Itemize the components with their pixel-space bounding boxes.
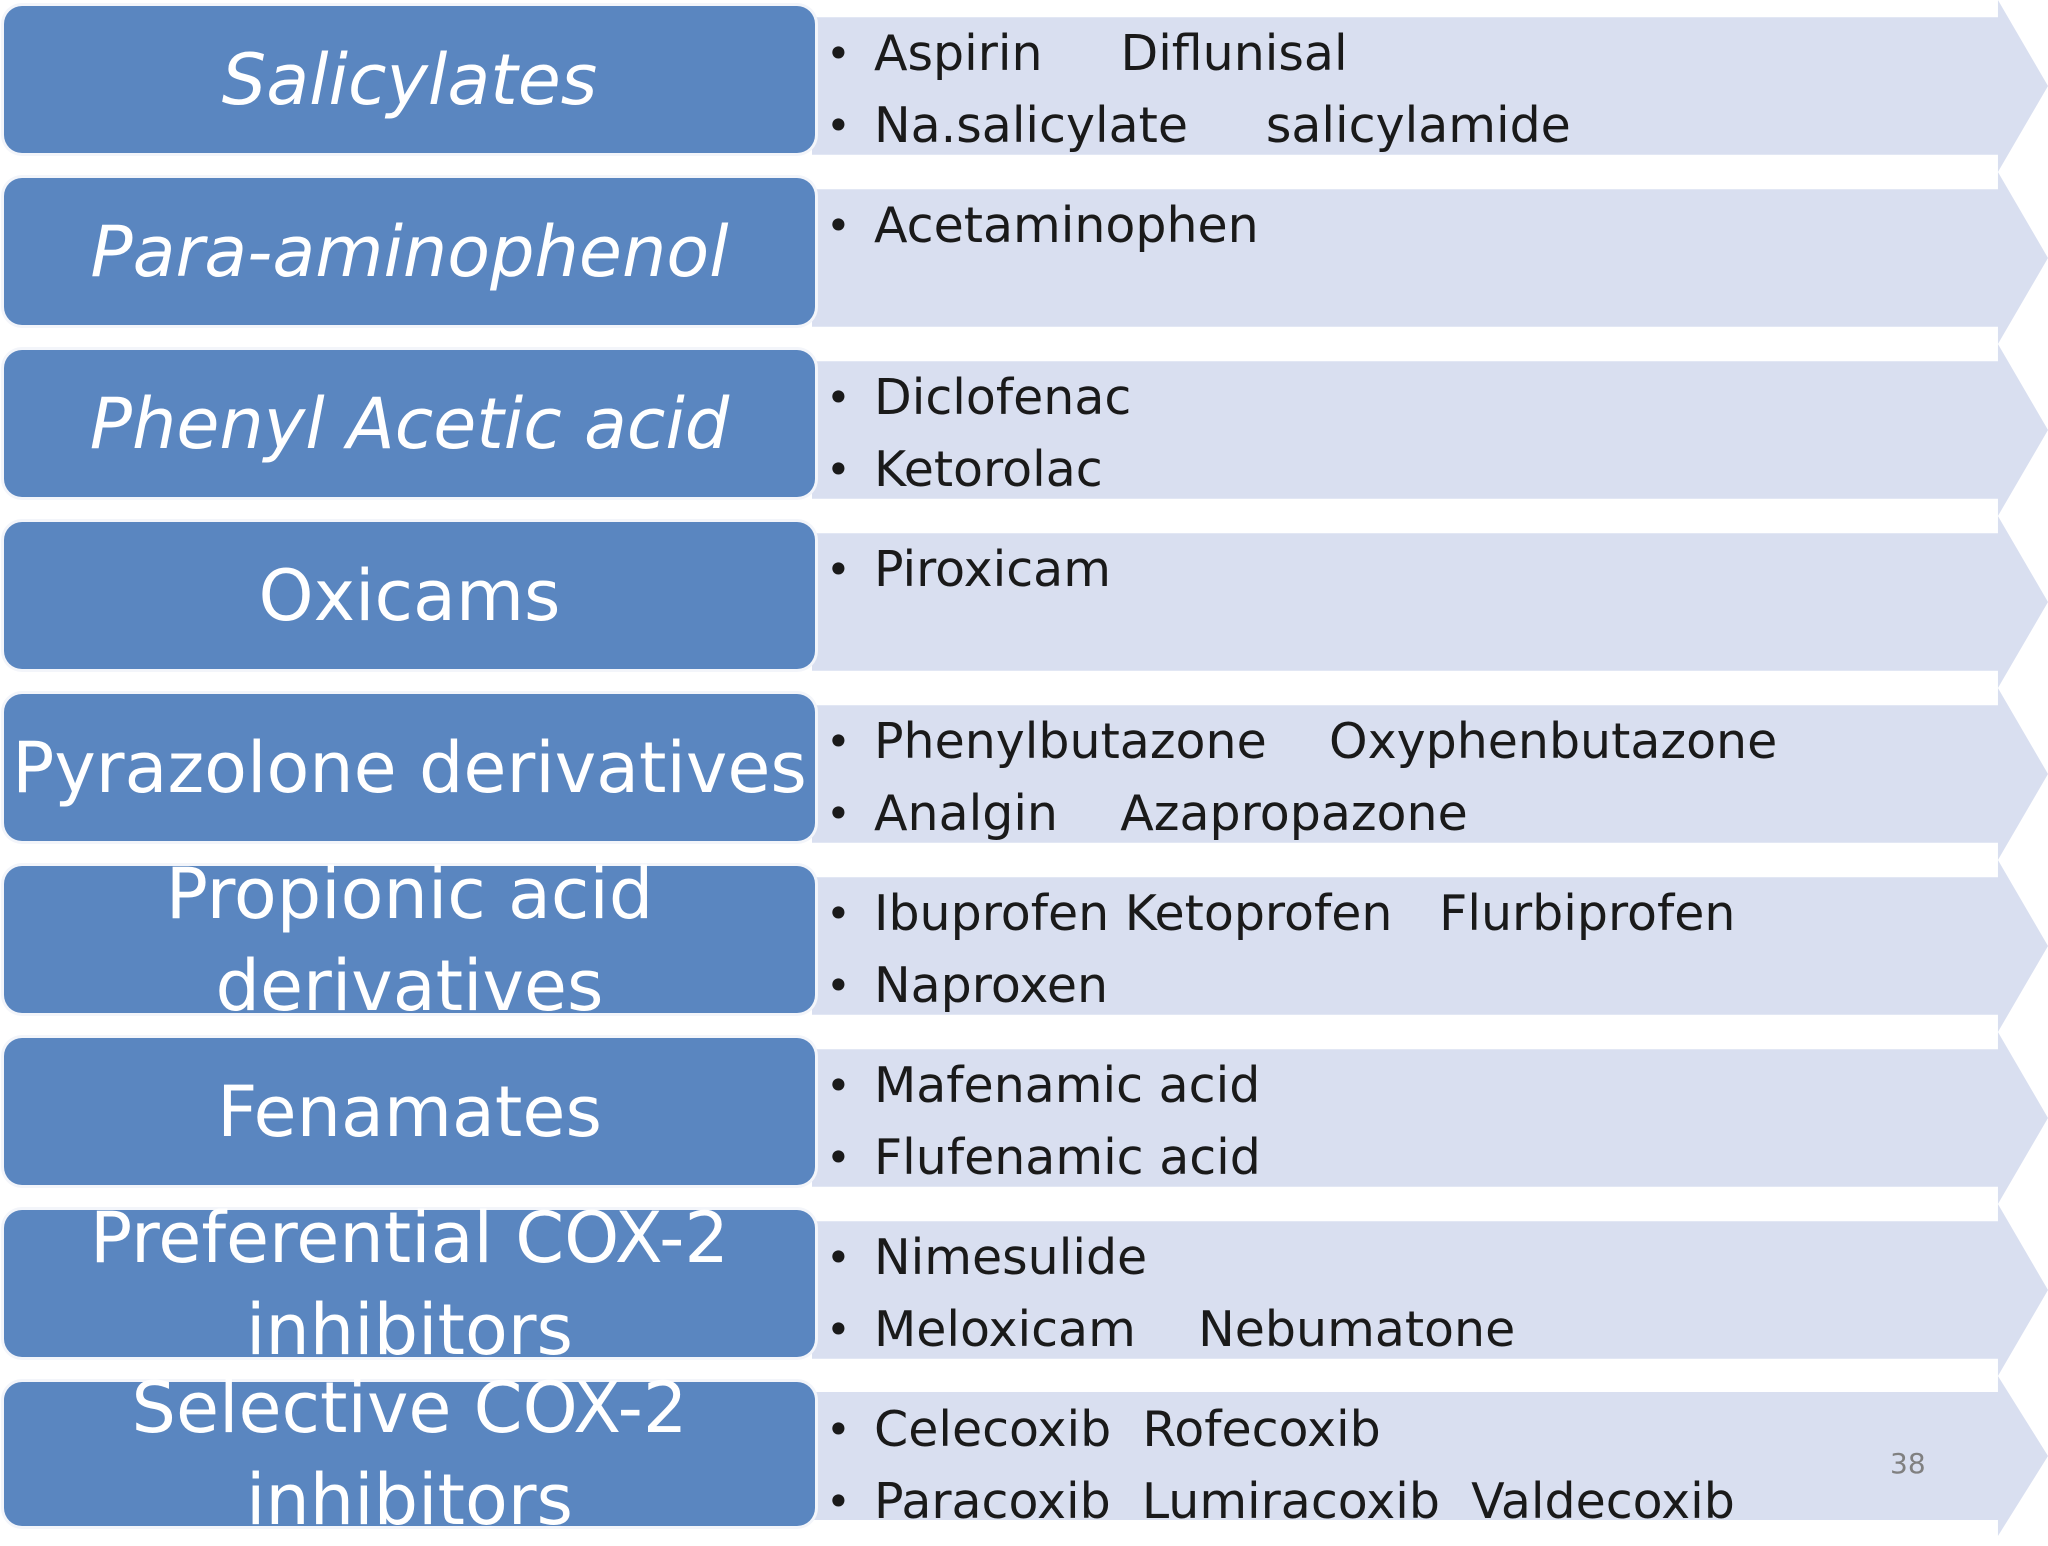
list-item-text: Ketorolac bbox=[874, 441, 1103, 498]
category-label-box bbox=[4, 350, 815, 497]
list-item bbox=[826, 1050, 1261, 1122]
list-item bbox=[826, 190, 1259, 262]
category-label-line: inhibitors bbox=[245, 1459, 574, 1541]
list-item bbox=[826, 878, 1735, 950]
list-item-text: Acetaminophen bbox=[874, 197, 1259, 254]
category-label-box bbox=[4, 178, 815, 325]
category-label-line: derivatives bbox=[215, 944, 604, 1027]
list-item bbox=[826, 706, 1777, 778]
category-row-pyrazolone-derivatives bbox=[0, 688, 2048, 860]
category-label bbox=[4, 1362, 815, 1546]
category-label-box bbox=[4, 522, 815, 669]
drug-list bbox=[826, 190, 1259, 262]
category-row-propionic-acid-derivatives bbox=[0, 852, 2048, 1032]
bullet-icon: • bbox=[826, 101, 851, 150]
category-row-phenyl-acetic-acid bbox=[0, 344, 2048, 516]
category-label: Oxicams bbox=[258, 554, 561, 637]
category-label: Fenamates bbox=[217, 1070, 602, 1153]
list-item-text: Flufenamic acid bbox=[874, 1129, 1261, 1186]
drug-list bbox=[826, 362, 1131, 506]
list-item-text: Naproxen bbox=[874, 957, 1109, 1014]
list-item bbox=[826, 1466, 1735, 1538]
list-item-text: Meloxicam Nebumatone bbox=[874, 1301, 1516, 1358]
category-row-selective-cox2 bbox=[0, 1367, 2048, 1541]
bullet-icon: • bbox=[826, 717, 851, 766]
drug-list bbox=[826, 1222, 1515, 1366]
list-item bbox=[826, 1122, 1261, 1194]
list-item-text: Celecoxib Rofecoxib bbox=[874, 1401, 1381, 1458]
bullet-icon: • bbox=[826, 1061, 851, 1110]
page-number: 38 bbox=[1890, 1447, 1926, 1480]
drug-list bbox=[826, 18, 1571, 162]
list-item-text: Phenylbutazone Oxyphenbutazone bbox=[874, 713, 1778, 770]
bullet-icon: • bbox=[826, 29, 851, 78]
list-item bbox=[826, 1294, 1515, 1366]
bullet-icon: • bbox=[826, 201, 851, 250]
category-label-line: Preferential COX-2 bbox=[90, 1196, 729, 1279]
category-label-box bbox=[4, 1196, 815, 1371]
category-label-box bbox=[4, 6, 815, 153]
category-label-box bbox=[4, 1038, 815, 1185]
drug-list bbox=[826, 878, 1735, 1022]
category-label-line: inhibitors bbox=[245, 1288, 574, 1371]
list-item-text: Piroxicam bbox=[874, 541, 1111, 598]
list-item bbox=[826, 534, 1111, 606]
list-item-text: Mafenamic acid bbox=[874, 1057, 1261, 1114]
category-label-line: Selective COX-2 bbox=[131, 1367, 688, 1449]
bullet-icon: • bbox=[826, 1477, 851, 1526]
bullet-icon: • bbox=[826, 445, 851, 494]
category-label-box bbox=[4, 852, 815, 1027]
category-label bbox=[4, 848, 815, 1032]
bullet-icon: • bbox=[826, 961, 851, 1010]
list-item-text: Analgin Azapropazone bbox=[874, 785, 1468, 842]
list-item-text: Paracoxib Lumiracoxib Valdecoxib bbox=[874, 1473, 1735, 1530]
category-label bbox=[4, 1192, 815, 1376]
list-item bbox=[826, 1222, 1515, 1294]
bullet-icon: • bbox=[826, 789, 851, 838]
drug-list bbox=[826, 1050, 1261, 1194]
list-item-text: Ibuprofen Ketoprofen Flurbiprofen bbox=[874, 885, 1736, 942]
category-row-salicylates bbox=[0, 0, 2048, 172]
list-item-text: Na.salicylate salicylamide bbox=[874, 97, 1571, 154]
list-item bbox=[826, 1394, 1735, 1466]
list-item bbox=[826, 950, 1735, 1022]
category-label: Salicylates bbox=[221, 38, 598, 121]
category-label-line: Propionic acid bbox=[165, 852, 654, 935]
bullet-icon: • bbox=[826, 1233, 851, 1282]
drug-list bbox=[826, 706, 1777, 850]
category-row-oxicams bbox=[0, 516, 2048, 688]
category-label: Phenyl Acetic acid bbox=[89, 382, 730, 465]
category-label: Para-aminophenol bbox=[90, 210, 729, 293]
list-item bbox=[826, 434, 1131, 506]
list-item-text: Diclofenac bbox=[874, 369, 1132, 426]
category-label-box bbox=[4, 694, 815, 841]
bullet-icon: • bbox=[826, 1133, 851, 1182]
category-row-fenamates bbox=[0, 1032, 2048, 1204]
list-item-text: Aspirin Diflunisal bbox=[874, 25, 1348, 82]
list-item bbox=[826, 362, 1131, 434]
list-item bbox=[826, 18, 1571, 90]
category-label: Pyrazolone derivatives bbox=[12, 726, 807, 809]
list-item bbox=[826, 90, 1571, 162]
bullet-icon: • bbox=[826, 1305, 851, 1354]
category-row-para-aminophenol bbox=[0, 172, 2048, 344]
bullet-icon: • bbox=[826, 889, 851, 938]
bullet-icon: • bbox=[826, 545, 851, 594]
bullet-icon: • bbox=[826, 1405, 851, 1454]
drug-list bbox=[826, 1394, 1735, 1538]
category-label-box bbox=[4, 1367, 815, 1541]
drug-list bbox=[826, 534, 1111, 606]
list-item-text: Nimesulide bbox=[874, 1229, 1148, 1286]
category-row-preferential-cox2 bbox=[0, 1196, 2048, 1376]
bullet-icon: • bbox=[826, 373, 851, 422]
list-item bbox=[826, 778, 1777, 850]
